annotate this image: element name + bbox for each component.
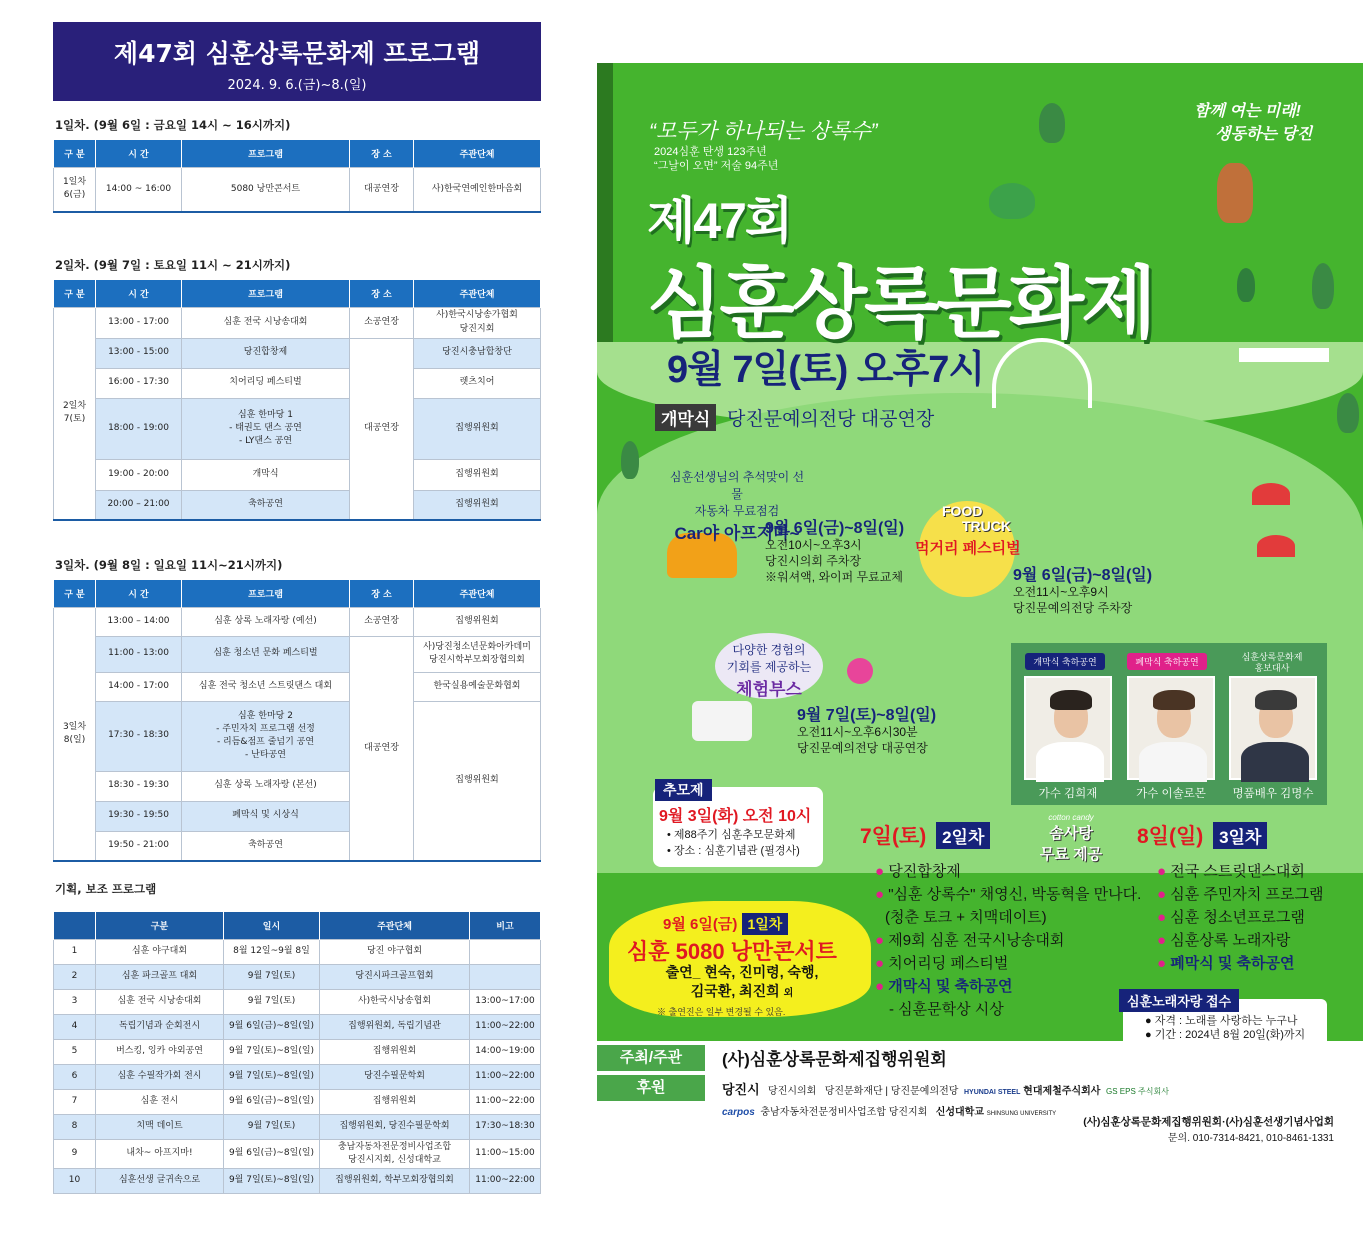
table-header-row: 구분 일시 주관단체 비고 [54, 912, 541, 939]
schedule-title: 제47회 심훈상록문화제 프로그램 [113, 39, 481, 68]
anniversary-1: 2024심훈 탄생 123주년 [654, 146, 767, 158]
memorial-tag: 추모제 [655, 779, 712, 801]
sponsor-row-1 [722, 1079, 1169, 1098]
tree-icon [1039, 103, 1065, 143]
table-row: 17:30 - 18:30 심훈 한마당 2 - 주민자치 프로그램 선정 - 리듬&점프 줄넘기 공연 - 난타공연 집행위원회 [54, 701, 541, 771]
day1-table [53, 140, 541, 213]
table-row: 5 버스킹, 잉카 야외공연 9월 7일(토)~8일(일) 집행위원회 14:00~19:00 [54, 1039, 541, 1064]
day2-title: 2일차. (9월 7일 : 토요일 11시 ~ 21시까지) [55, 258, 291, 272]
guest-tag: 심훈상록문화제 홍보대사 [1241, 652, 1303, 673]
host-label: 주최/주관 [597, 1045, 705, 1071]
table-row: 18:30 - 19:30 심훈 상록 노래자랑 (본선) [54, 771, 541, 801]
opening-tag: 개막식 [655, 404, 716, 431]
cotton-candy: cotton candy 솜사탕 무료 제공 [1039, 813, 1103, 863]
handwriting-line-1: 함께 여는 미래! [1194, 103, 1301, 120]
table-row: 6 심훈 수필작가회 전시 9월 7일(토)~8일(일) 당진수필문학회 11:00~22:00 [54, 1064, 541, 1089]
program-schedule [53, 22, 541, 1194]
table-row: 2일차 7(토) 13:00 - 17:00 심훈 전국 시낭송대회 소공연장 사)한국시낭송가협회 당진지회 [54, 307, 541, 338]
table-row: 3 심훈 전국 시낭송대회 9월 7일(토) 사)한국시낭송협회 13:00~17:00 [54, 989, 541, 1014]
sponsor-hyundai-steel: HYUNDAI STEEL [963, 1089, 1021, 1096]
table-row: 4 독립기념과 순회전시 9월 6일(금)~8일(일) 집행위원회, 독립기념관 11:00~22:00 [54, 1014, 541, 1039]
tree-icon [1337, 393, 1359, 433]
sponsor-shinsung: 신성대학교 [935, 1107, 985, 1118]
sponsor-shinsung-en: SHINSUNG UNIVERSITY [986, 1111, 1057, 1117]
car-details: 9월 6일(금)~8일(일) 오전10시~오후3시 당진시의회 주차장 ※워셔액, 와이퍼 무료교체 [765, 520, 905, 584]
sponsor-carpos: carpos [722, 1107, 755, 1118]
sponsor-gs: GS EPS 주식회사 [1106, 1087, 1169, 1096]
day3-list: ● 전국 스트릿댄스대회 ● 심훈 주민자치 프로그램 ● 심훈 청소년프로그램 ● 심훈상록 노래자랑 ● 폐막식 및 축하공연 [1157, 863, 1324, 972]
table-row: 11:00 - 13:00 심훈 청소년 문화 페스티벌 대공연장 사)당진청소년문화아카데미 당진시학부모회장협의회 [54, 636, 541, 672]
guest-name: 가수 김희재 [1038, 788, 1098, 800]
umbrella-icon [1257, 535, 1295, 557]
anniversary-2: “그날이 오면” 저술 94주년 [654, 160, 779, 172]
guest-tag: 폐막식 축하공연 [1127, 653, 1207, 670]
table-row: 20:00 – 21:00 축하공연 집행위원회 [54, 490, 541, 520]
schedule-header [53, 22, 541, 101]
day3-table [53, 580, 541, 862]
food-label-1: FOOD [942, 503, 983, 519]
experience-details: 9월 7일(토)~8일(일) 오전11시~오후6시30분 당진문예의전당 대공연장 [797, 707, 937, 755]
day2-table [53, 280, 541, 521]
table-header-row: 구 분 시 간 프로그램 장 소 주관단체 [54, 580, 541, 607]
day1-title: 1일차. (9월 6일 : 금요일 14시 ~ 16시까지) [55, 118, 291, 132]
table-header-row: 구 분 시 간 프로그램 장 소 주관단체 [54, 280, 541, 307]
table-row: 18:00 - 19:00 심훈 한마당 1 - 태권도 댄스 공연 - LY댄스 공연 집행위원회 [54, 398, 541, 459]
poster-side-bar [597, 63, 613, 363]
guest-name: 명품배우 김명수 [1232, 788, 1314, 800]
sponsor-council: 당진시의회 [768, 1086, 817, 1097]
sponsor-union: 충남자동차전문정비사업조합 당진지회 [760, 1107, 928, 1118]
memorial-date: 9월 3일(화) 오전 10시 [659, 808, 812, 825]
experience-event: 다양한 경험의 기회를 제공하는 체험부스 [726, 643, 812, 699]
edition-title: 제47회 [647, 193, 792, 249]
food-title: 먹거리 페스티벌 [915, 540, 1021, 557]
concert-note: ※ 출연진은 일부 변경될 수 있음. [657, 1007, 786, 1017]
handwriting-line-2: 생동하는 당진 [1215, 126, 1313, 143]
guest-photo [1127, 676, 1215, 780]
car-event: 심훈선생님의 추석맞이 선물 자동차 무료점검 Car야 아프지마~ [669, 470, 805, 543]
table-row: 9 내차~ 아프지마! 9월 6일(금)~8일(일) 충남자동차전문정비사업조합 당진시지회, 신성대학교 11:00~15:00 [54, 1139, 541, 1168]
tent-icon [1239, 348, 1329, 418]
sponsor-hyundai: 현대제철주식회사 [1023, 1086, 1101, 1097]
table-row: 10 심훈선생 글귀속으로 9월 7일(토)~8일(일) 집행위원회, 학부모회장협의회 11:00~22:00 [54, 1168, 541, 1193]
host-name: (사)심훈상록문화제집행위원회 [722, 1050, 947, 1069]
guest-tag: 개막식 축하공연 [1025, 653, 1105, 670]
table-row: 8 치맥 데이트 9월 7일(토) 집행위원회, 당진수필문학회 17:30~18:30 [54, 1114, 541, 1139]
table-row: 14:00 - 17:00 심훈 전국 청소년 스트릿댄스 대회 한국실용예술문화협회 [54, 672, 541, 701]
tree-icon [1237, 268, 1255, 302]
extra-table-body [54, 939, 541, 1193]
footer-orgs: (사)심훈상록문화제집행위원회·(사)심훈선생기념사업회 [1083, 1116, 1334, 1128]
schedule-date: 2024. 9. 6.(금)~8.(일) [227, 78, 367, 93]
table-row: 19:30 - 19:50 폐막식 및 시상식 [54, 801, 541, 831]
table-row: 19:00 - 20:00 개막식 집행위원회 [54, 459, 541, 490]
umbrella-icon [1252, 483, 1290, 505]
table-row: 13:00 - 15:00 당진합창제 대공연장 당진시충남합창단 [54, 338, 541, 368]
opening-line [655, 404, 934, 431]
table-row: 1 심훈 야구대회 8월 12일~9월 8일 당진 야구협회 [54, 939, 541, 964]
extra-title: 기획, 보조 프로그램 [55, 882, 157, 896]
day2-header: 7일(토) 2일차 [860, 820, 990, 850]
opening-place: 당진문예의전당 대공연장 [727, 409, 935, 430]
table-header-row: 구 분 시 간 프로그램 장 소 주관단체 [54, 140, 541, 167]
day2-list: ● 당진합창제 ● "심훈 상록수" 채영신, 박동혁을 만나다. (청춘 토크 + 치맥데이트) ● 제9회 심훈 전국시낭송대회 ● 치어리딩 페스티벌 ● 개막식 및 축하공연 - 심훈문학상 시상 [875, 863, 1142, 1018]
memorial-details: • 제88주기 심훈추모문화제 • 장소 : 심훈기념관 (필경사) [667, 829, 800, 857]
food-label-2: TRUCK [962, 518, 1011, 534]
concert-cast: 출연_ 현숙, 진미령, 숙행, 김국환, 최진희 외 [665, 964, 819, 999]
karaoke-title: 심훈노래자랑 접수 [1119, 989, 1239, 1012]
day3-title: 3일차. (9월 8일 : 일요일 11시~21시까지) [55, 558, 283, 572]
character-mascot-icon [1217, 163, 1253, 223]
festival-name: 심훈상록문화제 [647, 259, 1154, 347]
guest-photo [1024, 676, 1112, 780]
day3-header: 8일(일) 3일차 [1137, 820, 1267, 850]
table-row: 19:50 - 21:00 축하공연 [54, 831, 541, 861]
sponsor-foundation: 당진문화재단 | 당진문예의전당 [824, 1086, 959, 1097]
tree-icon [621, 441, 639, 479]
sponsor-dangjin: 당진시 [722, 1082, 760, 1097]
extra-table [53, 912, 541, 1194]
table-row: 2 심훈 파크골프 대회 9월 7일(토) 당진시파크골프협회 [54, 964, 541, 989]
festival-poster [597, 63, 1363, 1162]
booth-icon [692, 701, 752, 741]
table-row: 3일차 8(일) 13:00 – 14:00 심훈 상록 노래자랑 (예선) 소공연장 집행위원회 [54, 607, 541, 636]
guest-name: 가수 이솔로몬 [1136, 788, 1206, 800]
sponsor-row-2 [722, 1103, 1056, 1118]
table-row: 7 심훈 전시 9월 6일(금)~8일(일) 집행위원회 11:00~22:00 [54, 1089, 541, 1114]
table-row: 1일차 6(금) 14:00 ~ 16:00 5080 낭만콘서트 대공연장 사)한국연예인한마음회 [54, 167, 541, 212]
slogan: “모두가 하나되는 상록수” [649, 120, 878, 143]
karaoke-details: ● 자격 : 노래를 사랑하는 누구나 ● 기간 : 2024년 8월 20일(화)까지 [1145, 1015, 1306, 1041]
tree-icon [1312, 263, 1334, 309]
tree-icon [989, 183, 1035, 219]
concert-date-line: 9월 6일(금) 1일차 [663, 913, 788, 935]
footer-contact: 문의. 010-7314-8421, 010-8461-1331 [1167, 1133, 1334, 1144]
table-row: 16:00 - 17:30 치어리딩 페스티벌 렛츠치어 [54, 368, 541, 398]
concert-title: 심훈 5080 낭만콘서트 [627, 939, 837, 964]
opening-datetime: 9월 7일(토) 오후7시 [667, 349, 985, 391]
sponsor-label: 후원 [597, 1075, 705, 1101]
guest-photo [1229, 676, 1317, 780]
food-details: 9월 6일(금)~8일(일) 오전11시~오후9시 당진문예의전당 주차장 [1013, 567, 1153, 615]
balloon-icon [847, 658, 873, 684]
